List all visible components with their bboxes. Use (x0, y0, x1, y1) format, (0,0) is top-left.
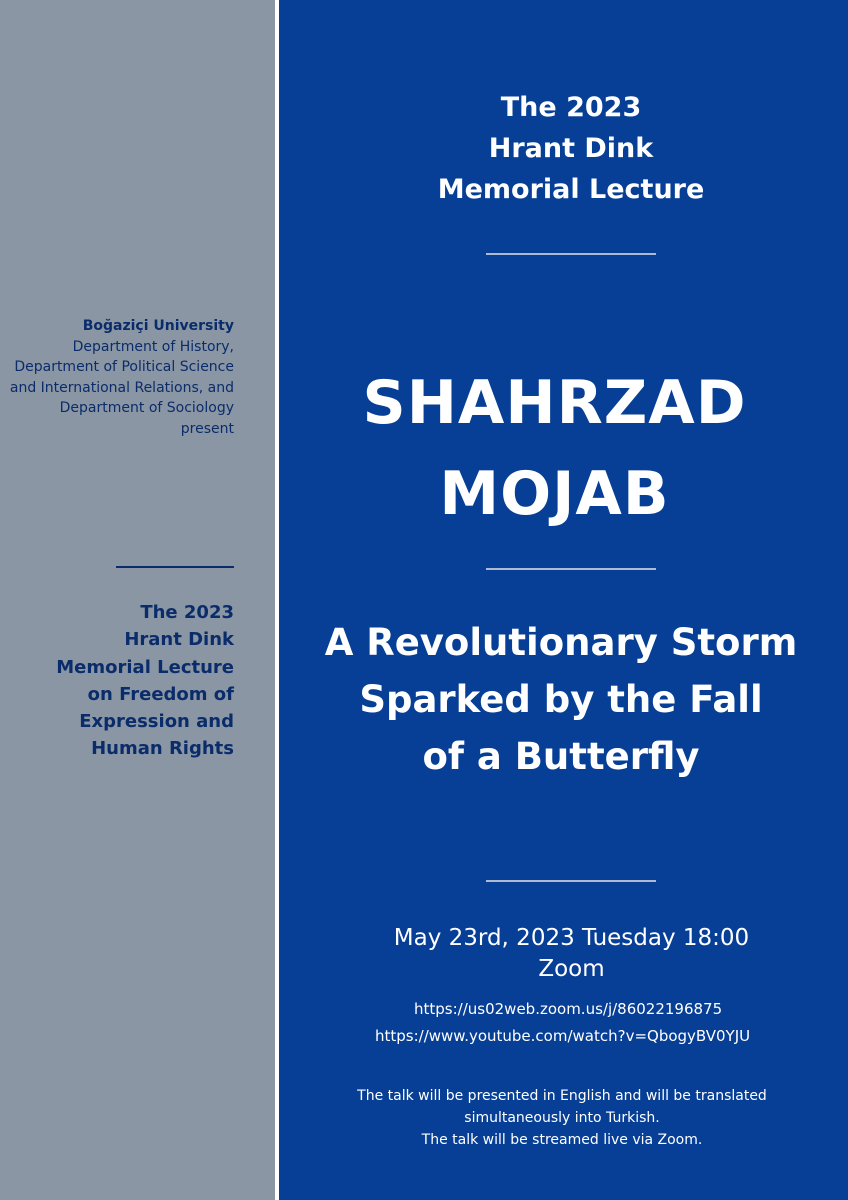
department-line: and International Relations, and (9, 379, 234, 396)
talk-title-line: A Revolutionary Storm (324, 621, 798, 664)
header-title-line: The 2023 (500, 92, 642, 123)
talk-title-line: of a Butterfly (422, 735, 700, 778)
lecture-series-line: on Freedom of (87, 683, 234, 705)
header-divider (486, 253, 656, 255)
department-line: Department of History, (72, 338, 234, 355)
lecture-series-title (20, 599, 234, 763)
header-title-line: Hrant Dink (488, 133, 654, 164)
lecture-series-line: Memorial Lecture (56, 656, 234, 678)
title-divider (486, 880, 656, 882)
department-line: Department of Sociology (59, 400, 234, 416)
notes-line: simultaneously into Turkish. (464, 1110, 660, 1126)
speaker-name-line: SHAHRZAD (362, 368, 747, 438)
talk-title-line: Sparked by the Fall (359, 678, 763, 721)
notes-line: The talk will be presented in English and will be translated (357, 1088, 767, 1104)
speaker-divider (486, 568, 656, 570)
left-divider (116, 566, 234, 568)
department-line: Department of Political Science (14, 359, 234, 375)
notes-line: The talk will be streamed live via Zoom. (421, 1132, 703, 1148)
event-datetime: May 23rd, 2023 Tuesday 18:00 (393, 925, 750, 951)
event-platform: Zoom (538, 956, 605, 982)
talk-title (279, 614, 843, 785)
lecture-series-line: The 2023 (140, 602, 234, 623)
speaker-name (279, 358, 830, 540)
youtube-link[interactable]: https://www.youtube.com/watch?v=QbogyBV0YJU (375, 1027, 751, 1045)
header-title-line: Memorial Lecture (437, 174, 705, 205)
lecture-series-line: Human Rights (91, 738, 234, 760)
present-line: present (180, 420, 234, 437)
event-notes (279, 1085, 845, 1151)
speaker-name-line: MOJAB (439, 459, 670, 529)
zoom-link[interactable]: https://us02web.zoom.us/j/86022196875 (414, 1000, 723, 1018)
event-info (279, 923, 848, 985)
university-name: Boğaziçi University (82, 318, 234, 334)
header-title (279, 87, 848, 210)
organizers-block (0, 316, 234, 439)
lecture-series-line: Hrant Dink (124, 629, 234, 651)
lecture-series-line: Expression and (79, 711, 234, 733)
